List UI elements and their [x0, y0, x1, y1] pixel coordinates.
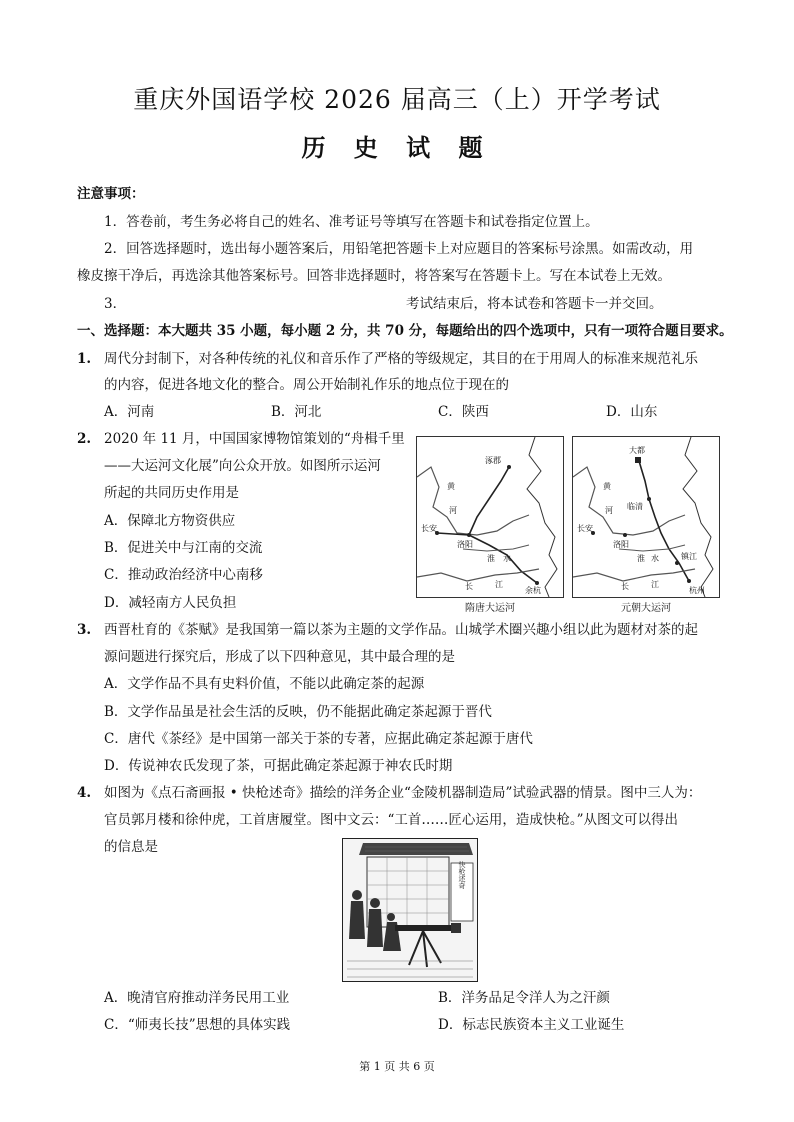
- question-1-line-1: 周代分封制下，对各种传统的礼仪和音乐作了严格的等级规定，其目的在于用周人的标准来规范礼乐: [104, 351, 698, 367]
- map-label: 江: [495, 580, 503, 589]
- sui-tang-map-caption: 隋唐大运河: [465, 603, 515, 614]
- map-label: 河: [449, 506, 457, 515]
- question-3-line-2: 源问题进行探究后，形成了以下四种意见，其中最合理的是: [104, 649, 455, 665]
- notice-item-3-number: 3．: [104, 296, 127, 312]
- woodcut-illustration: [342, 838, 478, 982]
- question-4-line-3: 的信息是: [104, 839, 158, 855]
- map-label: 镇江: [681, 552, 697, 561]
- zhenjiang-marker: [675, 561, 679, 565]
- map-label: 水: [503, 554, 511, 563]
- question-2-line-2: ——大运河文化展”向公众开放。如图所示运河: [104, 458, 381, 474]
- q1-option-c[interactable]: C．陕西: [438, 404, 489, 420]
- q2-option-c[interactable]: C．推动政治经济中心南移: [104, 567, 263, 583]
- map-label: 河: [605, 506, 613, 515]
- q4-option-d[interactable]: D．标志民族资本主义工业诞生: [438, 1017, 625, 1033]
- map-label: 洛阳: [613, 540, 629, 549]
- sui-tang-canal-map-drawing: [417, 437, 563, 597]
- yuhang-marker: [535, 581, 539, 585]
- map-label: 长: [621, 582, 629, 591]
- question-number: 1.: [77, 351, 92, 367]
- q4-option-a[interactable]: A．晚清官府推动洋务民用工业: [104, 990, 290, 1006]
- q4-option-b[interactable]: B．洋务品足令洋人为之汗颜: [438, 990, 610, 1006]
- question-4-line-1: 如图为《点石斋画报 • 快枪述奇》描绘的洋务企业“金陵机器制造局”试验武器的情景。图中三人为：: [104, 785, 702, 801]
- map-label: 大都: [629, 446, 645, 455]
- zhuojun-marker: [507, 465, 511, 469]
- map-label: 杭州: [689, 586, 705, 595]
- map-label: 洛阳: [457, 540, 473, 549]
- map-label: 黄: [447, 482, 455, 491]
- question-2-line-1: 2020 年 11 月，中国国家博物馆策划的“舟楫千里: [104, 431, 405, 447]
- page-footer: 第 1 页 共 6 页: [359, 1060, 435, 1073]
- map-label: 长安: [421, 524, 437, 533]
- map-label: 长: [465, 582, 473, 591]
- notice-item-1: 1．答卷前，考生务必将自己的姓名、准考证号等填写在答题卡和试卷指定位置上。: [104, 214, 599, 230]
- q3-option-b[interactable]: B．文学作品虽是社会生活的反映，仍不能据此确定茶起源于晋代: [104, 704, 492, 720]
- question-3-line-1: 西晋杜育的《茶赋》是我国第一篇以茶为主题的文学作品。山城学术圈兴趣小组以此为题材对茶的起: [104, 622, 698, 638]
- map-label: 长安: [577, 524, 593, 533]
- q2-option-d[interactable]: D．减轻南方人民负担: [104, 595, 237, 611]
- hangzhou-marker: [687, 579, 691, 583]
- map-label: 水: [651, 554, 659, 563]
- question-4-line-2: 官员郭月楼和徐仲虎，工首唐履堂。图中文云：“工首……匠心运用，造成快枪。”从图文可以得出: [104, 812, 679, 828]
- question-number: 3.: [77, 622, 92, 638]
- q1-option-a[interactable]: A．河南: [104, 404, 155, 420]
- question-2-line-3: 所起的共同历史作用是: [104, 485, 239, 501]
- yuan-canal-map-drawing: [573, 437, 719, 597]
- q2-option-a[interactable]: A．保障北方物资供应: [104, 513, 236, 529]
- section-heading: 一、选择题：本大题共 35 小题，每小题 2 分，共 70 分，每题给出的四个选项中，只有一项符合题目要求。: [77, 323, 733, 339]
- luoyang-marker: [623, 533, 627, 537]
- question-number: 4.: [77, 785, 92, 801]
- sui-tang-canal-map: [416, 436, 564, 598]
- exam-title: 重庆外国语学校 2026 届高三（上）开学考试: [133, 85, 661, 114]
- notice-heading: 注意事项：: [77, 186, 145, 202]
- map-label: 淮: [637, 554, 645, 563]
- dadu-marker: [635, 457, 641, 463]
- notice-item-2-line-2: 橡皮擦干净后，再选涂其他答案标号。回答非选择题时，将答案写在答题卡上。写在本试卷上无效。: [77, 268, 671, 284]
- map-label: 淮: [487, 554, 495, 563]
- map-label: 涿郡: [485, 456, 501, 465]
- question-1-line-2: 的内容，促进各地文化的整合。周公开始制礼作乐的地点位于现在的: [104, 377, 509, 393]
- q3-option-c[interactable]: C．唐代《茶经》是中国第一部关于茶的专著，应据此确定茶起源于唐代: [104, 731, 533, 747]
- notice-item-2-line-1: 2．回答选择题时，选出每小题答案后，用铅笔把答题卡上对应题目的答案标号涂黑。如需改动，用: [104, 241, 694, 257]
- q1-option-b[interactable]: B．河北: [271, 404, 322, 420]
- map-label: 临清: [627, 502, 643, 511]
- map-label: 黄: [603, 482, 611, 491]
- q3-option-d[interactable]: D．传说神农氏发现了茶，可据此确定茶起源于神农氏时期: [104, 758, 453, 774]
- yuan-map-caption: 元朝大运河: [621, 603, 671, 614]
- yuan-canal-map: [572, 436, 720, 598]
- q3-option-a[interactable]: A．文学作品不具有史料价值，不能以此确定茶的起源: [104, 676, 425, 692]
- notice-item-3-text: 考试结束后，将本试卷和答题卡一并交回。: [406, 296, 663, 312]
- q1-option-d[interactable]: D．山东: [606, 404, 658, 420]
- question-number: 2.: [77, 431, 92, 447]
- woodcut-illustration-drawing: [343, 839, 477, 981]
- linqing-marker: [647, 497, 651, 501]
- map-label: 余杭: [525, 586, 541, 595]
- map-label: 江: [651, 580, 659, 589]
- exam-subtitle: 历 史 试 题: [301, 133, 493, 162]
- q2-option-b[interactable]: B．促进关中与江南的交流: [104, 540, 263, 556]
- illustration-inscription: 快枪述奇: [458, 861, 466, 889]
- luoyang-marker: [467, 533, 471, 537]
- q4-option-c[interactable]: C．“师夷长技”思想的具体实践: [104, 1017, 291, 1033]
